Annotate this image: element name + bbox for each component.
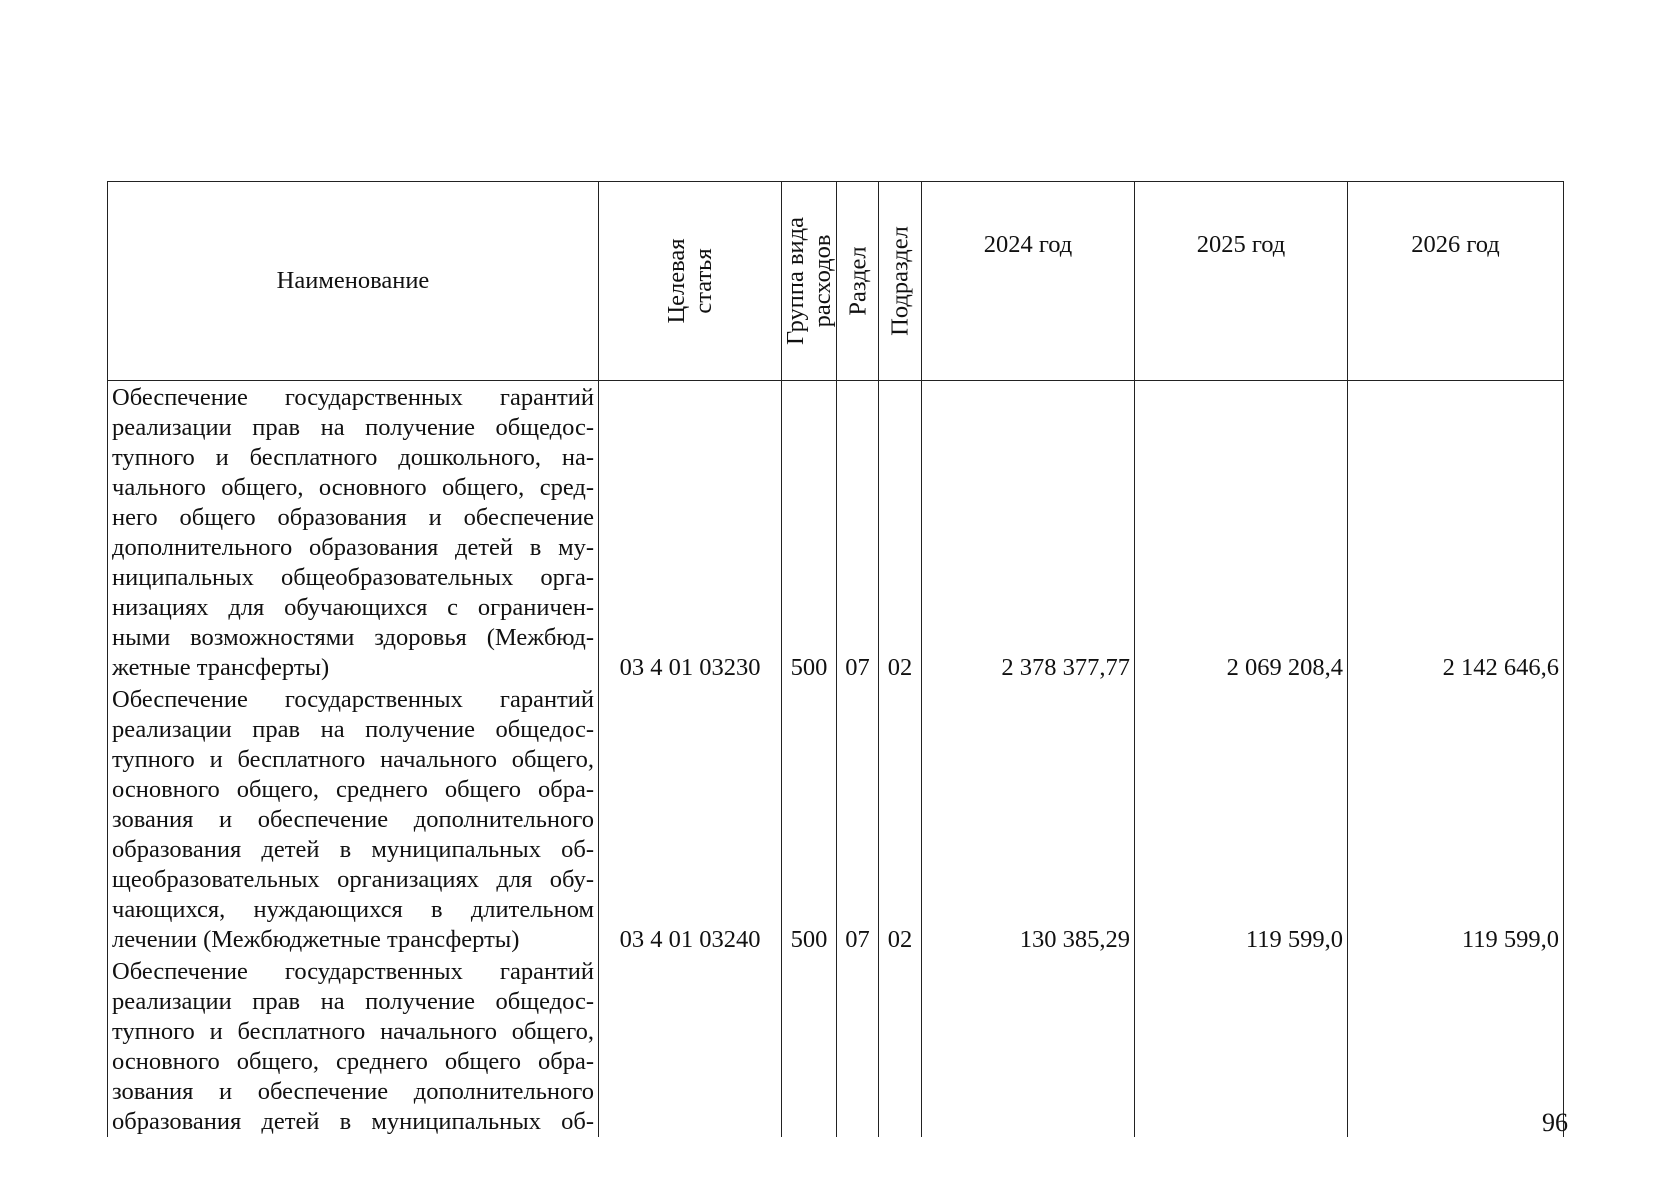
budget-table (107, 181, 1564, 1137)
name-line: тупного и бесплатного дошкольного, на- (112, 444, 594, 471)
name-line: реализации прав на получение общедос- (112, 414, 594, 441)
name-line: основного общего, среднего общего обра- (112, 776, 594, 803)
name-line: основного общего, среднего общего обра- (112, 1048, 594, 1075)
name-line: чального общего, основного общего, сред- (112, 474, 594, 501)
name-line: него общего образования и обеспечение (112, 504, 594, 531)
row-expense-group (782, 955, 837, 1137)
row-name (108, 955, 599, 1137)
name-line: образования детей в муниципальных об- (112, 1108, 594, 1135)
table-row (108, 955, 1564, 1137)
table-header-row (108, 182, 1564, 381)
header-name: Наименование (108, 182, 599, 381)
table-row (108, 683, 1564, 955)
name-line: образования детей в муниципальных об- (112, 836, 594, 863)
header-year-2026: 2026 год (1348, 182, 1564, 381)
row-value-2026: 2 142 646,6 (1348, 381, 1564, 684)
header-expense-group: Группа вида расходов (782, 182, 837, 381)
name-line: дополнительного образования детей в му- (112, 534, 594, 561)
header-year-2025: 2025 год (1135, 182, 1348, 381)
row-subsection: 02 (879, 381, 922, 684)
row-subsection (879, 955, 922, 1137)
name-line: ниципальных общеобразовательных орга- (112, 564, 594, 591)
row-expense-group: 500 (782, 683, 837, 955)
row-target-article (599, 955, 782, 1137)
row-name (108, 683, 599, 955)
row-section: 07 (837, 683, 879, 955)
name-line: жетные трансферты) (112, 654, 330, 681)
page-number: 96 (1542, 1108, 1568, 1137)
name-line: чающихся, нуждающихся в длительном (112, 896, 594, 923)
row-target-article: 03 4 01 03240 (599, 683, 782, 955)
name-line: Обеспечение государственных гарантий (112, 384, 594, 411)
table-row (108, 381, 1564, 684)
table-body (108, 381, 1564, 1138)
name-line: Обеспечение государственных гарантий (112, 958, 594, 985)
name-line: реализации прав на получение общедос- (112, 988, 594, 1015)
name-line: Обеспечение государственных гарантий (112, 686, 594, 713)
row-value-2024: 130 385,29 (922, 683, 1135, 955)
name-line: щеобразовательных организациях для обу- (112, 866, 594, 893)
name-line: тупного и бесплатного начального общего, (112, 746, 594, 773)
row-value-2025: 119 599,0 (1135, 683, 1348, 955)
row-section: 07 (837, 381, 879, 684)
row-value-2024 (922, 955, 1135, 1137)
row-target-article: 03 4 01 03230 (599, 381, 782, 684)
header-target-article: Целевая статья (599, 182, 782, 381)
row-expense-group: 500 (782, 381, 837, 684)
name-line: тупного и бесплатного начального общего, (112, 1018, 594, 1045)
header-subsection: Подраздел (879, 182, 922, 381)
row-value-2025: 2 069 208,4 (1135, 381, 1348, 684)
name-line: низациях для обучающихся с ограничен- (112, 594, 594, 621)
row-value-2025 (1135, 955, 1348, 1137)
name-line: реализации прав на получение общедос- (112, 716, 594, 743)
row-name (108, 381, 599, 684)
name-line: ными возможностями здоровья (Межбюд- (112, 624, 594, 651)
name-line: лечении (Межбюджетные трансферты) (112, 926, 520, 953)
name-line: зования и обеспечение дополнительного (112, 1078, 594, 1105)
row-value-2026: 119 599,0 (1348, 683, 1564, 955)
row-value-2024: 2 378 377,77 (922, 381, 1135, 684)
header-section: Раздел (837, 182, 879, 381)
name-line: зования и обеспечение дополнительного (112, 806, 594, 833)
row-section (837, 955, 879, 1137)
header-year-2024: 2024 год (922, 182, 1135, 381)
row-subsection: 02 (879, 683, 922, 955)
